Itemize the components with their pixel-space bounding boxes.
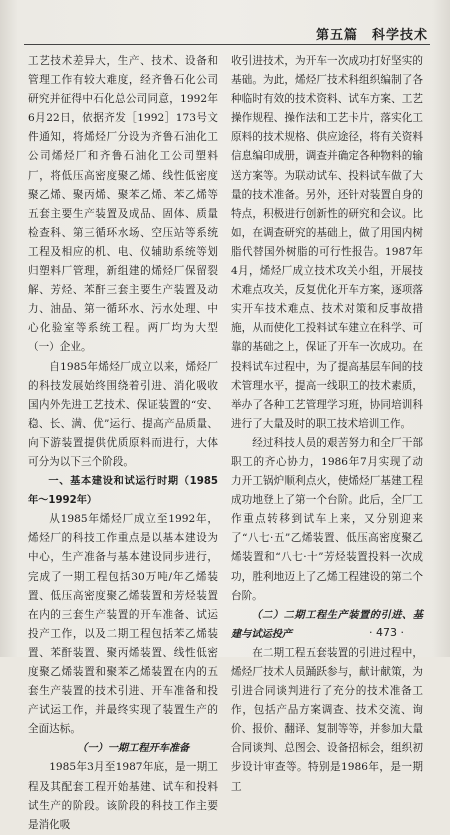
header-divider (24, 44, 430, 45)
section-header-title: 第五篇 科学技术 (315, 28, 428, 43)
right-paragraph-2: 经过科技人员的艰苦努力和全厂干部职工的齐心协力，1986年7月实现了动力开工锅炉顺利点火，使烯烃厂基建工程成功地登上了第一个台阶。此后，全厂工作重点转移到试车上来，又分别迎来了“八七·五”乙烯装置、低压高密度聚乙烯装置和“八七·十”芳烃装置投料一次成功，胜利地迈上了乙烯工程建设的第二个台阶。 (231, 436, 423, 602)
left-column (28, 52, 218, 835)
right-paragraph-1: 收引进技术，为开车一次成功打好坚实的基础。为此，烯烃厂技术科组织编制了各种临时有效的技术资料、试车方案、工艺操作规程、操作法和工艺卡片，落实化工原料的技术规格、供应途径，将有关资料信息编印成册，调查并确定各种物料的输送方案等。为联动试车、投料试车做了大量的技术准备。另外，还针对装置自身的特点，积极进行创新性的研究和会议。比如，在调查研究的基础上，做了用国内树脂代替国外树脂的可行性报告。1987年4月，烯烃厂成立技术攻关小组，开展技术难点攻关，反复优化开车方案，逐项落实开车技术难点、技术对策和反事故措施，从而使化工投料试车建立在科学、可靠的基础之上，保证了开车一次成功。在投料试车过程中，为了提高基层车间的技术管理水平，提高一线职工的技术素质，举办了各种工艺管理学习班，协同培训科进行了大量及时的职工技术培训工作。 (231, 55, 423, 430)
section-heading-1: 一、基本建设和试运行时期（1985年～1992年） (28, 476, 218, 507)
subsection-heading-2: （二）二期工程生产装置的引进、基建与试运投产 (231, 608, 423, 640)
right-column (231, 52, 423, 797)
left-paragraph-2: 自1985年烯烃厂成立以来，烯烃厂的科技发展始终围绕着引进、消化吸收国内外先进工艺技术、保证装置的“安、稳、长、满、优”运行、提高产品质量、向下游装置提供优质原料而进行，大体可分为以下三个阶段。 (28, 360, 218, 468)
left-paragraph-4: 1985年3月至1987年底，是一期工程及其配套工程开始基建、试车和投料试生产的阶段。该阶段的科技工作主要是消化吸 (28, 761, 218, 831)
page-number: · 473 · (369, 626, 404, 639)
right-paragraph-3: 在二期工程五套装置的引进过程中，烯烃厂技术人员踊跃参与，献计献策，为引进合同谈判进行了充分的技术准备工作，包括产品方案调查、技术交流、询价、报价、翻译、复制等等，并参加大量合同谈判、总图会、设备招标会，组织初步设计审查等。特别是1986年，是一期工 (231, 646, 423, 793)
left-paragraph-3: 从1985年烯烃厂成立至1992年，烯烃厂的科技工作重点是以基本建设为中心，生产准备与基本建设同步进行，完成了一期工程包括30万吨/年乙烯装置、低压高密度聚乙烯装置和芳烃装置在内的三套生产装置的开车准备、试运投产工作，以及二期工程包括苯乙烯装置、苯酐装置、聚丙烯装置、线性低密度聚乙烯装置和聚苯乙烯装置在内的五套生产装置的技术引进、开车准备和投产试运工作，并最终实现了装置生产的全面达标。 (28, 513, 218, 736)
subsection-heading-1: （一）一期工程开车准备 (77, 742, 190, 755)
left-paragraph-1: 工艺技术差异大，生产、技术、设备和管理工作有较大难度，经齐鲁石化公司研究并征得中石化总公司同意，1992年6月22日，依据齐发［1992］173号文件通知，将烯烃厂分设为齐鲁石油化工公司烯烃厂和齐鲁石油化工公司塑料厂，将低压高密度聚乙烯、线性低密度聚乙烯、聚丙烯、聚苯乙烯、苯乙烯等五套主要生产装置及成品、固体、质量检查科、第三循环水场、空压站等系统工程及相应的机、电、仪辅助系统等划归塑料厂管理，新组建的烯烃厂保留裂解、芳烃、苯酐三套主要生产装置及动力、油品、第一循环水、污水处理、中心化验室等系统工程。两厂均为大型（一）企业。 (28, 55, 218, 354)
